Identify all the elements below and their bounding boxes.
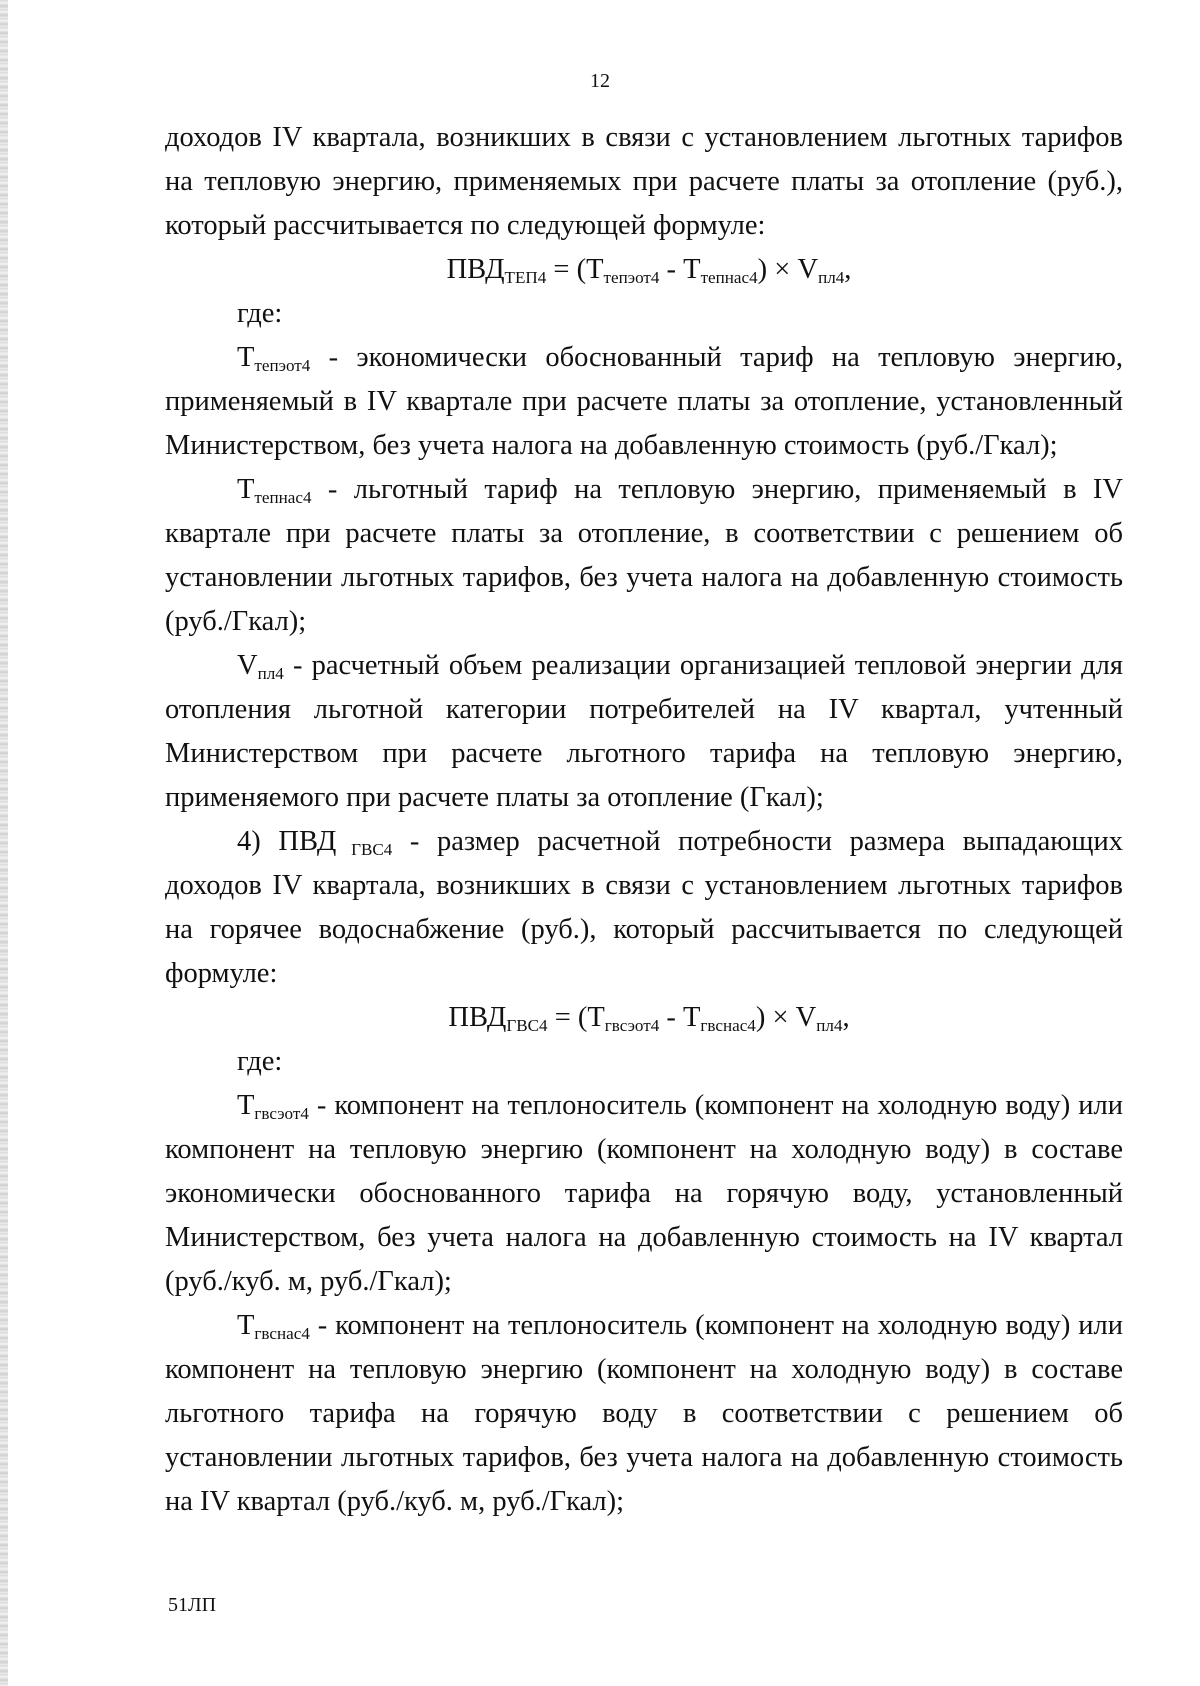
- formula-lhs: ПВД: [448, 1002, 507, 1033]
- definition-t-gvseot4: [165, 1084, 1123, 1304]
- definition-subscript: гвсэот4: [254, 1103, 309, 1123]
- definition-t-tepeot4: [165, 336, 1123, 468]
- definition-subscript: тепнас4: [254, 487, 312, 507]
- formula-lhs-subscript: ТЕП4: [504, 267, 547, 287]
- definition-text: - льготный тариф на тепловую энергию, применяемый в IV квартале при расчете платы за отопление, в соответствии с решением об установлении льготных тарифов, без учета налога на добавленную стоимость (руб./Гкал);: [165, 474, 1123, 637]
- formula-minus: - Т: [659, 254, 701, 285]
- page-number: 12: [590, 70, 610, 92]
- definition-text: - компонент на теплоноситель (компонент на холодную воду) или компонент на тепловую энергию (компонент на холодную воду) в составе льготного тарифа на горячую воду в соответствии с решением об установлении льготных тарифов, без учета налога на добавленную стоимость на IV квартал (руб./куб. м, руб./Гкал);: [165, 1310, 1123, 1517]
- definition-symbol: Т: [237, 1090, 255, 1121]
- definition-symbol: V: [237, 650, 258, 681]
- definition-subscript: тепэот4: [254, 355, 311, 375]
- formula-t1-subscript: гвсэот4: [604, 1015, 660, 1035]
- formula-minus: - Т: [659, 1002, 701, 1033]
- formula-end: ,: [844, 254, 852, 285]
- document-body: [165, 116, 1123, 1524]
- formula-t2-subscript: гвснас4: [700, 1015, 756, 1035]
- formula-times: ) × V: [757, 254, 819, 285]
- formula-end: ,: [842, 1002, 850, 1033]
- definition-symbol: Т: [237, 1310, 255, 1341]
- paragraph-continuation: доходов IV квартала, возникших в связи с установлением льготных тарифов на тепловую энергию, применяемых при расчете платы за отопление (руб.), который рассчитывается по следующей формуле:: [165, 122, 1123, 241]
- formula-t1-subscript: тепэот4: [603, 267, 660, 287]
- formula-eq-open: = (Т: [546, 254, 604, 285]
- formula-lhs: ПВД: [446, 254, 505, 285]
- definition-text: - компонент на теплоноситель (компонент на холодную воду) или компонент на тепловую энергию (компонент на холодную воду) в составе экономически обоснованного тарифа на горячую воду, установленный Министерством, без учета налога на добавленную стоимость на IV квартал (руб./куб. м, руб./Гкал);: [165, 1090, 1123, 1297]
- formula-lhs-subscript: ГВС4: [506, 1015, 548, 1035]
- formula-t2-subscript: тепнас4: [700, 267, 758, 287]
- definition-t-gvsnas4: [165, 1304, 1123, 1524]
- item-prefix: 4) ПВД: [237, 826, 337, 857]
- item-subscript: ГВС4: [336, 839, 393, 859]
- where-label: где:: [237, 1046, 283, 1077]
- definition-text: - расчетный объем реализации организацией тепловой энергии для отопления льготной категории потребителей на IV квартал, учтенный Министерством при расчете льготного тарифа на тепловую энергию, применяемого при расчете платы за отопление (Гкал);: [165, 650, 1123, 813]
- item-text: - размер расчетной потребности размера выпадающих доходов IV квартала, возникших в связи с установлением льготных тарифов на горячее водоснабжение (руб.), который рассчитывается по следующей формуле:: [165, 826, 1123, 989]
- definition-text: - экономически обоснованный тариф на тепловую энергию, применяемый в IV квартале при расчете платы за отопление, установленный Министерством, без учета налога на добавленную стоимость (руб./Гкал);: [165, 342, 1123, 461]
- definition-symbol: Т: [237, 342, 255, 373]
- definition-t-tepnas4: [165, 468, 1123, 644]
- definition-subscript: гвснас4: [254, 1323, 310, 1343]
- scan-edge: [0, 0, 8, 1686]
- definition-symbol: Т: [237, 474, 255, 505]
- formula-times: ) × V: [755, 1002, 817, 1033]
- item-4-pvd-gvs4: [165, 820, 1123, 996]
- where-label: где:: [237, 298, 283, 329]
- document-code-footer: 51ЛП: [168, 1594, 217, 1616]
- definition-subscript: пл4: [257, 663, 284, 683]
- formula-v-subscript: пл4: [816, 1015, 843, 1035]
- definition-v-pl4: [165, 644, 1123, 820]
- formula-pvd-tep4: [165, 248, 1123, 292]
- formula-pvd-gvs4: [165, 996, 1123, 1040]
- formula-v-subscript: пл4: [818, 267, 845, 287]
- formula-eq-open: = (Т: [547, 1002, 605, 1033]
